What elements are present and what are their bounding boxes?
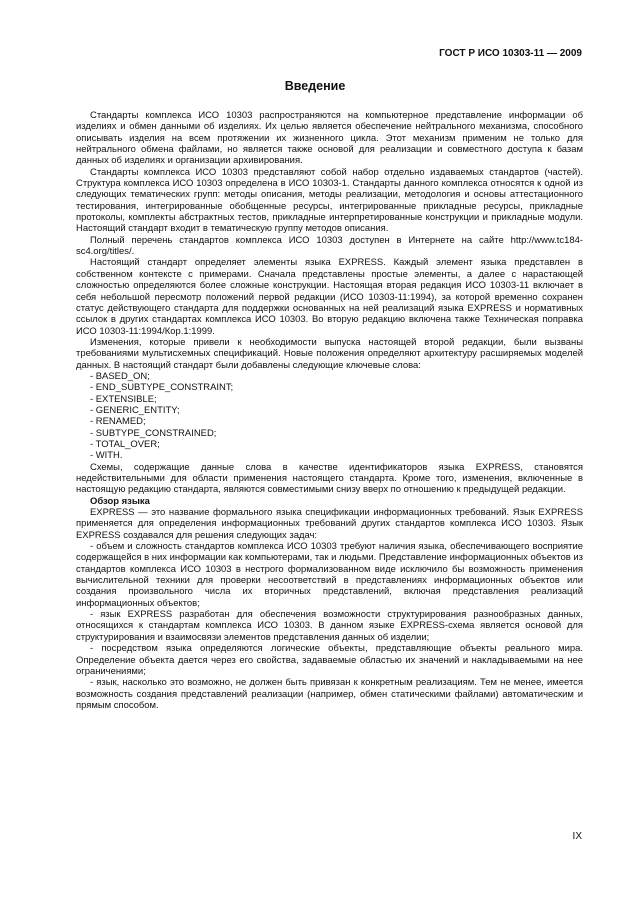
section-title: Введение <box>284 79 346 93</box>
list-paragraph: - объем и сложность стандартов комплекса ИСО 10303 требуют наличия языка, обеспечивающего восприятие содержащейся в них информации как компьютерами, так и людьми. Представление информационных объектов из стандартов комплекса ИСО 10303 в нестрого формализованном виде исключило бы возможность применения вычислительной техники для проверки несоответствий в представлениях информационных объектов или создания произвольного числа их вторичных представлений, включая представления реализаций информационных объектов; <box>76 541 583 609</box>
keyword-item: - GENERIC_ENTITY; <box>90 404 180 416</box>
keyword-item: - TOTAL_OVER; <box>90 438 160 450</box>
keyword-item: - END_SUBTYPE_CONSTRAINT; <box>90 382 234 394</box>
keyword-item: - SUBTYPE_CONSTRAINED; <box>90 427 217 439</box>
keyword-list <box>76 371 583 462</box>
document-body <box>76 110 583 711</box>
section-heading: Обзор языка <box>90 495 150 507</box>
paragraph: Стандарты комплекса ИСО 10303 представляют собой набор отдельно издаваемых стандартов (частей). Структура комплекса ИСО 10303 определена в ИСО 10303-1. Стандарты данного комплекса относятся к одной из следующих тематических групп: методы описания, методы реализации, методология и основы аттестационного тестирования, интегрированные обобщенные ресурсы, интегрированные прикладные ресурсы, прикладные протоколы, комплекты абстрактных тестов, прикладные интерпретированные конструкции и прикладные модули. Настоящий стандарт входит в тематическую группу методов описания. <box>76 166 583 235</box>
paragraph: Схемы, содержащие данные слова в качестве идентификаторов языка EXPRESS, становятся недействительными для области применения настоящего стандарта. Кроме того, изменения, включенные в настоящую редакцию стандарта, являются совместимыми снизу вверх по отношению к предыдущей редакции. <box>76 461 583 496</box>
list-paragraph: - язык, насколько это возможно, не должен быть привязан к конкретным реализациям. Тем не менее, имеется возможность создания представлений реализации (например, обмен статическими файлами) автоматическим и прямым способом. <box>76 677 583 711</box>
page-number: IX <box>572 831 582 842</box>
paragraph: Стандарты комплекса ИСО 10303 распространяются на компьютерное представление информации об изделиях и обмен данными об изделиях. Их целью является обеспечение нейтрального механизма, способного описывать изделия на всем протяжении их жизненного цикла. Этот механизм применим не только для нейтрального обмена файлами, но является также основой для реализации и совместного доступа к базам данных об изделиях и организации архивирования. <box>76 110 583 167</box>
keyword-item: - WITH. <box>90 450 123 462</box>
paragraph: Настоящий стандарт определяет элементы языка EXPRESS. Каждый элемент языка представлен в собственном контексте с примерами. Сначала представлены простые элементы, а далее с нарастающей сложностью определяются более сложные конструкции. Настоящая вторая редакция ИСО 10303-11 включает в себя небольшой пересмотр положений первой редакции (ИСО 10303-11:1994), за которой временно сохранен статус действующего стандарта для поддержки основанных на ней реализаций языка EXPRESS и нормативных ссылок в других стандартах комплекса ИСО 10303. Во вторую редакцию включена также Техническая поправка ИСО 10303-11:1994/Кор.1:1999. <box>76 257 583 337</box>
document-code-header: ГОСТ Р ИСО 10303-11 — 2009 <box>439 48 582 59</box>
keyword-item: - RENAMED; <box>90 416 146 428</box>
paragraph: Изменения, которые привели к необходимости выпуска настоящей второй редакции, были вызваны требованиями мультисхемных спецификаций. Новые положения определяют архитектуру расширяемых моделей данных. В настоящий стандарт были добавлены следующие ключевые слова: <box>76 336 583 371</box>
keyword-item: - EXTENSIBLE; <box>90 393 157 405</box>
paragraph: EXPRESS — это название формального языка спецификации информационных требований. Язык EXPRESS применяется для определения информационных требований других стандартов комплекса ИСО 10303. Язык EXPRESS создавался для решения следующих задач: <box>76 507 583 541</box>
list-paragraph: - посредством языка определяются логические объекты, представляющие объекты реального мира. Определение объекта дается через его свойства, задаваемые областью их значений и накладываемыми на нее ограничениями; <box>76 643 583 677</box>
paragraph: Полный перечень стандартов комплекса ИСО 10303 доступен в Интернете на сайте http://www.tc184-sc4.org/titles/. <box>76 234 583 258</box>
list-paragraph: - язык EXPRESS разработан для обеспечения возможности структурирования разнообразных данных, относящихся к стандартам комплекса ИСО 10303. В данном языке EXPRESS-схема является основой для структурирования и взаимосвязи элементов представления данных об изделии; <box>76 609 583 643</box>
keyword-item: - BASED_ON; <box>90 370 150 382</box>
